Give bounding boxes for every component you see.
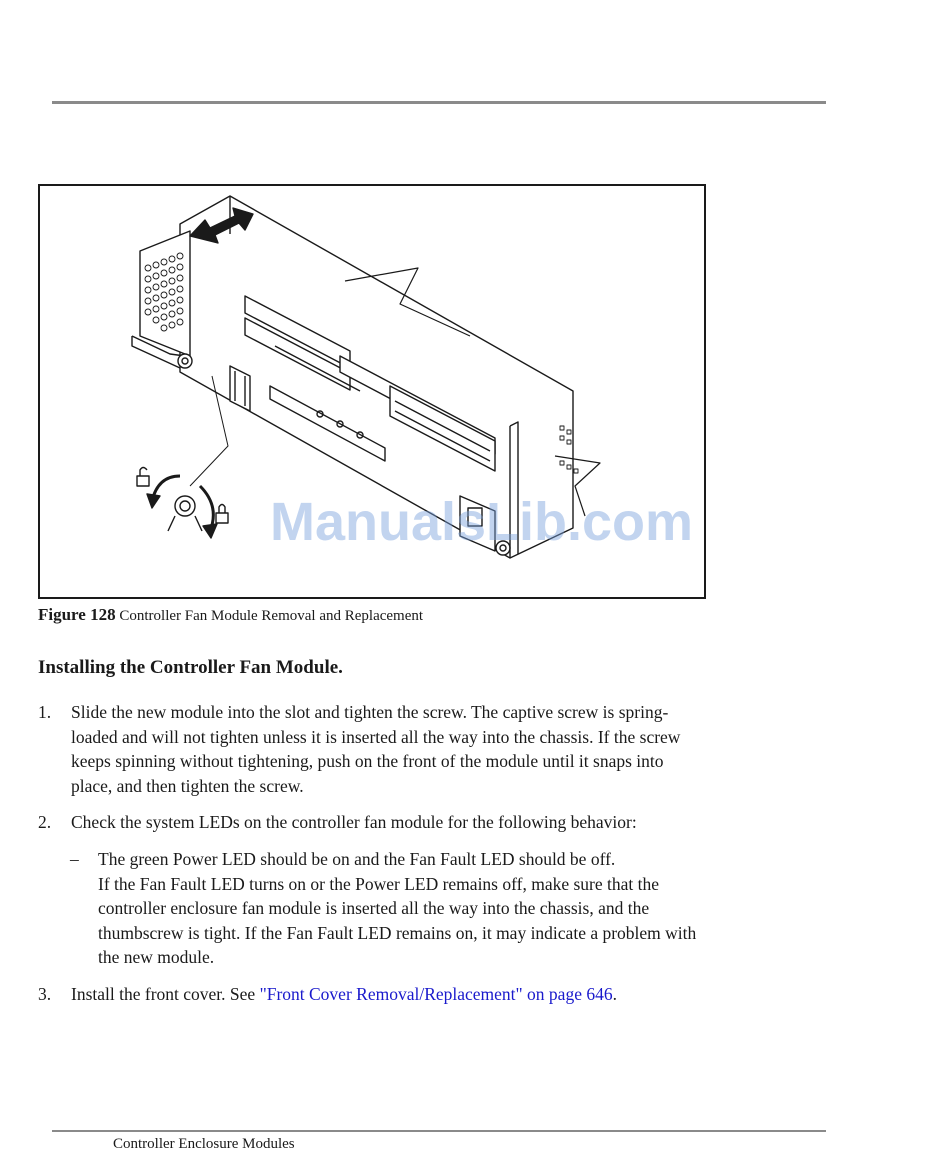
figure-illustration (38, 184, 706, 599)
section-heading: Installing the Controller Fan Module. (38, 657, 343, 678)
figure-caption-text: Controller Fan Module Removal and Replacement (119, 608, 424, 624)
figure-caption (38, 605, 423, 625)
step-line: Check the system LEDs on the controller fan module for the following behavior: (71, 812, 637, 832)
footer-text: Controller Enclosure Modules (113, 1136, 295, 1152)
dash-bullet: – (70, 849, 79, 869)
step-text-after: . (612, 984, 617, 1004)
step-line: Slide the new module into the slot and tighten the screw. The captive screw is spring- (71, 702, 669, 722)
step-text (71, 982, 791, 1007)
step-text-before: Install the front cover. See (71, 984, 260, 1004)
step-line (71, 982, 791, 1007)
sub-item-line: the new module. (98, 947, 215, 967)
step-number: 2. (38, 812, 52, 832)
step-number: 1. (38, 702, 52, 722)
figure-number: Figure 128 (38, 605, 116, 624)
watermark-text: ManualsLib.com (270, 492, 694, 552)
step-line: loaded and will not tighten unless it is inserted all the way into the chassis. If the screw (71, 726, 681, 747)
sub-item-line: If the Fan Fault LED turns on or the Power LED remains off, make sure that the (98, 873, 659, 894)
step-line: keeps spinning without tightening, push on the front of the module until it snaps into (71, 751, 664, 771)
footer-rule (52, 1130, 826, 1132)
step-text (71, 700, 791, 798)
step-number: 3. (38, 984, 52, 1004)
sub-item-line: thumbscrew is tight. If the Fan Fault LED remains on, it may indicate a problem with (98, 922, 697, 943)
step-text (71, 810, 791, 835)
sub-item-line: controller enclosure fan module is inserted all the way into the chassis, and the (98, 898, 650, 918)
sub-item-line: The green Power LED should be on and the Fan Fault LED should be off. (98, 849, 616, 869)
sub-item-text (98, 847, 798, 970)
front-cover-link[interactable]: "Front Cover Removal/Replacement" on page 646 (259, 984, 613, 1004)
step-line: place, and then tighten the screw. (71, 775, 304, 796)
header-rule (52, 101, 826, 104)
